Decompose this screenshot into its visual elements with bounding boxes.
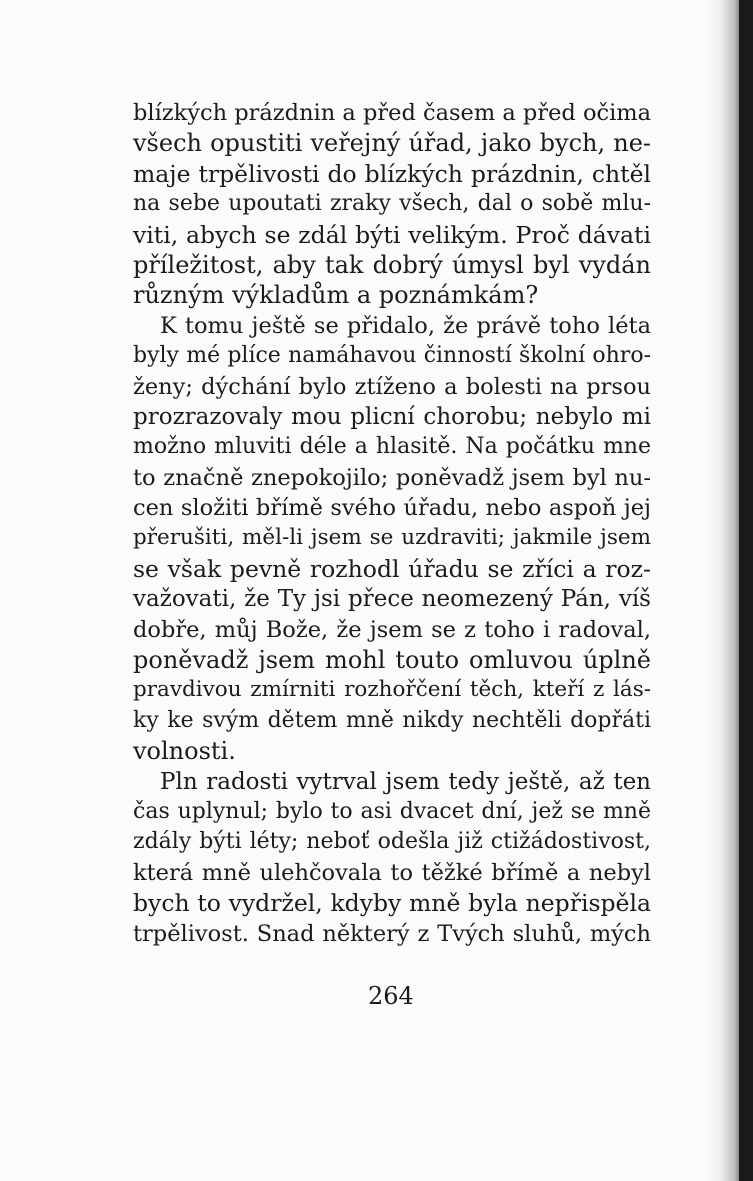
- text-line: různým výkladům a poznámkám?: [133, 281, 539, 310]
- text-line: poněvadž jsem mohl touto omluvou úplně: [133, 646, 651, 675]
- text-line: dobře, můj Bože, že jsem se z toho i radoval,: [133, 616, 651, 643]
- text-line: na sebe upoutati zraky všech, dal o sobě mlu-: [133, 191, 651, 217]
- text-line: všech opustiti veřejný úřad, jako bych, ne-: [133, 129, 651, 158]
- text-line: se však pevně rozhodl úřadu se zříci a roz-: [133, 554, 651, 583]
- text-line: K tomu ještě se přidalo, že právě toho léta: [160, 312, 651, 339]
- text-line: viti, abych se zdál býti velikým. Proč dávati: [133, 220, 651, 249]
- text-line: která mně ulehčovala to těžké břímě a nebyl: [133, 859, 651, 886]
- text-line: přerušiti, měl-li jsem se uzdraviti; jakmile jsem: [133, 525, 651, 551]
- text-line: to značně znepokojilo; poněvadž jsem byl nu-: [133, 464, 651, 491]
- text-line: Pln radosti vytrval jsem tedy ještě, až ten: [160, 768, 651, 795]
- text-line: ženy; dýchání bylo ztíženo a bolesti na prsou: [133, 373, 651, 400]
- text-line: cen složiti břímě svého úřadu, nebo aspoň jej: [133, 495, 651, 522]
- text-line: ky ke svým dětem mně nikdy nechtěli dopřáti: [133, 707, 651, 733]
- text-line: čas uplynul; bylo to asi dvacet dní, jež se mně: [133, 798, 651, 824]
- text-line: příležitost, aby tak dobrý úmysl byl vydán: [133, 250, 651, 279]
- text-line: pravdivou zmírniti rozhořčení těch, kteří z lás-: [133, 677, 651, 703]
- text-line: maje trpělivosti do blízkých prázdnin, chtěl: [133, 159, 651, 188]
- text-line: bych to vydržel, kdyby mně byla nepřispěla: [133, 889, 651, 918]
- text-line: byly mé plíce namáhavou činností školní ohro-: [133, 343, 651, 369]
- text-line: blízkých prázdnin a před časem a před očima: [133, 100, 652, 126]
- text-line: možno mluviti déle a hlasitě. Na počátku mne: [133, 434, 651, 460]
- body-text: [133, 98, 651, 949]
- text-line: važovati, že Ty jsi přece neomezený Pán, víš: [133, 586, 651, 613]
- page-number: 264: [368, 982, 414, 1010]
- text-line: trpělivost. Snad některý z Tvých sluhů, mých: [133, 920, 651, 947]
- text-line: zdály býti léty; neboť odešla již ctižádostivost,: [133, 829, 651, 855]
- text-line: prozrazovaly mou plicní chorobu; nebylo mi: [133, 403, 651, 430]
- binding-edge: [739, 0, 753, 1181]
- text-line: volnosti.: [133, 737, 236, 766]
